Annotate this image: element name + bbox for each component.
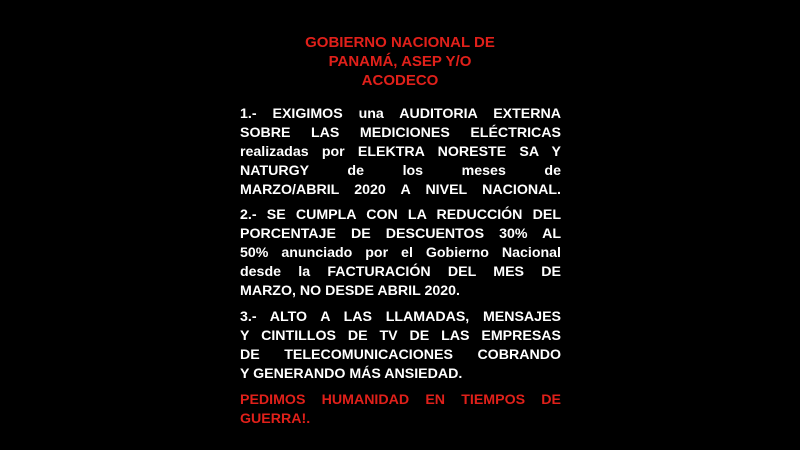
closing-line: PEDIMOS HUMANIDAD EN TIEMPOS DE [240,392,561,408]
paragraph-line: SOBRE LAS MEDICIONES ELÉCTRICAS [240,125,561,141]
paragraph-line: 1.- EXIGIMOS una AUDITORIA EXTERNA [240,106,561,122]
paragraph-line: PORCENTAJE DE DESCUENTOS 30% AL [240,226,561,242]
closing-line: GUERRA!. [240,411,311,427]
slide-title [230,33,570,90]
paragraph-line: MARZO/ABRIL 2020 A NIVEL NACIONAL. [240,182,561,198]
title-line: PANAMÁ, ASEP Y/O [328,53,472,70]
closing-statement [240,391,561,429]
demand-paragraph-2 [240,206,561,301]
demand-paragraph-3 [240,308,561,384]
paragraph-line: Y GENERANDO MÁS ANSIEDAD. [240,366,463,382]
paragraph-line: DE TELECOMUNICACIONES COBRANDO [240,347,561,363]
paragraph-line: desde la FACTURACIÓN DEL MES DE [240,264,561,280]
paragraph-line: 50% anunciado por el Gobierno Nacional [240,245,561,261]
title-line: GOBIERNO NACIONAL DE [305,34,495,51]
paragraph-line: MARZO, NO DESDE ABRIL 2020. [240,283,460,299]
paragraph-line: Y CINTILLOS DE TV DE LAS EMPRESAS [240,328,561,344]
paragraph-line: NATURGY de los meses de [240,163,561,179]
title-line: ACODECO [361,72,439,89]
paragraph-line: realizadas por ELEKTRA NORESTE SA Y [240,144,561,160]
paragraph-line: 3.- ALTO A LAS LLAMADAS, MENSAJES [240,309,561,325]
demand-paragraph-1 [240,105,561,200]
paragraph-line: 2.- SE CUMPLA CON LA REDUCCIÓN DEL [240,207,561,223]
